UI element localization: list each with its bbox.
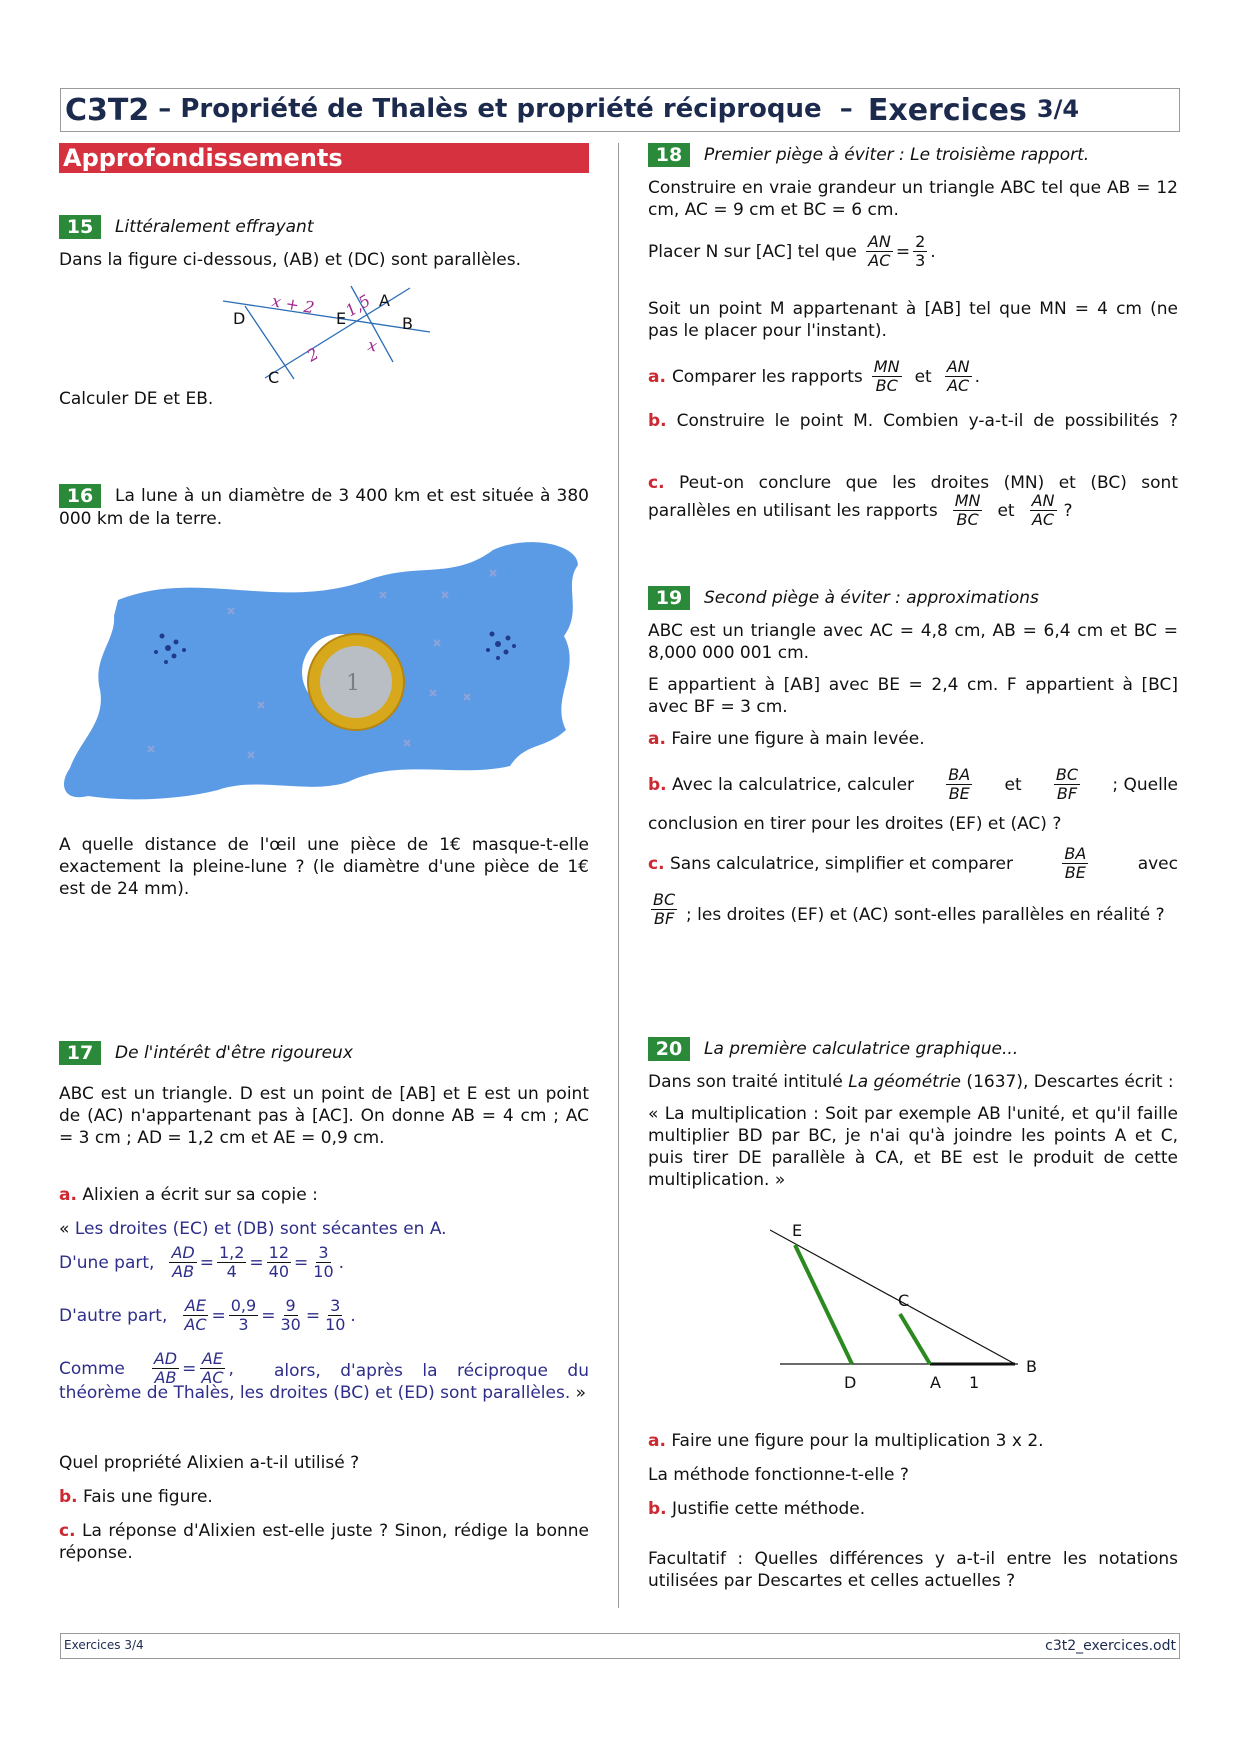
exercise-15: 15 Littéralement effrayant Dans la figure ci-dessous, (AB) et (DC) sont parallèles. (59, 216, 522, 270)
section-banner: Approfondissements (59, 143, 589, 173)
exercise-title: La première calculatrice graphique... (704, 1039, 1019, 1059)
exercise-16-question: A quelle distance de l'œil une pièce de 1€ masque-t-elle exactement la pleine-lune ? (le diamètre d'une pièce de 1€ est de 24 mm). (59, 835, 589, 900)
exercise-18: 18 Premier piège à éviter : Le troisième rapport. Construire en vraie grandeur un triangle ABC tel que AB = 12 cm, AC = 9 cm et BC = 6 cm. (648, 144, 1178, 221)
label-d: D (844, 1373, 857, 1392)
page-header: C3T2 – Propriété de Thalès et propriété réciproque – Exercices 3/4 (60, 88, 1180, 132)
chapter-code: C3T2 (65, 92, 150, 128)
exercise-title: Premier piège à éviter : Le troisième rapport. (704, 145, 1090, 165)
footer-left: Exercices 3/4 (64, 1638, 144, 1653)
label-c: C (898, 1291, 910, 1310)
exercise-16: 16 La lune à un diamètre de 3 400 km et est située à 380 000 km de la terre. (59, 485, 589, 529)
comme-line: Comme $\frac{AD}{AB}$ = $\frac{AE}{AC}$ , (59, 1349, 234, 1388)
label-b: B (1026, 1357, 1037, 1376)
label-c: C (268, 368, 280, 387)
exercise-number: 19 (648, 586, 690, 610)
descartes-figure (770, 1218, 1050, 1418)
measure-2: 2 (303, 343, 322, 366)
exercise-number: 20 (648, 1037, 690, 1061)
thales-figure-15 (215, 280, 435, 390)
label-a: A (379, 291, 390, 310)
label-d: D (233, 309, 246, 328)
column-divider (618, 143, 619, 1608)
exercise-15-question: Calculer DE et EB. (59, 389, 214, 409)
exercise-19: 19 Second piège à éviter : approximations ABC est un triangle avec AC = 4,8 cm, AB = 6,4 cm et BC = 8,000 000 001 cm. E appartient à [AB] avec BE = 2,4 cm. F appartient à [BC] avec BF = 3 cm. a. Faire une figure à main levée. (648, 587, 1178, 750)
page-number: 3/4 (1036, 95, 1080, 124)
measure-x-plus-2: x + 2 (270, 291, 316, 318)
exercise-number: 18 (648, 143, 690, 167)
exercise-17: 17 De l'intérêt d'être rigoureux ABC est un triangle. D est un point de [AB] et E est un point de (AC) n'appartenant pas à [AC]. On donne AB = 4 cm ; AC = 3 cm ; AD = 1,2 cm et AE = 0,9 cm. (59, 1042, 589, 1149)
second-ratio-line: D'autre part, $\frac{AE}{AC}$ = $\frac{0,9}{3}$ = $\frac{9}{30}$ = $\frac{3}{10}$ . (59, 1296, 356, 1335)
exercise-title: Littéralement effrayant (115, 217, 314, 237)
label-e: E (336, 309, 347, 328)
exercise-title: De l'intérêt d'être rigoureux (115, 1043, 353, 1063)
label-e: E (792, 1221, 803, 1240)
label-unit: 1 (969, 1373, 980, 1392)
page-footer (60, 1633, 1180, 1659)
svg-text:1: 1 (346, 671, 360, 696)
footer-filename: c3t2_exercices.odt (1045, 1637, 1176, 1654)
exercise-number: 16 (59, 484, 101, 508)
label-a: A (930, 1373, 941, 1392)
first-ratio-line: D'une part, $\frac{AD}{AB}$ = $\frac{1,2}{4}$ = $\frac{12}{40}$ = $\frac{3}{10}$ . (59, 1243, 345, 1282)
quote-line: « Les droites (EC) et (DB) sont sécantes en A. (59, 1219, 447, 1239)
exercise-title: Second piège à éviter : approximations (704, 588, 1039, 608)
exercise-20: 20 La première calculatrice graphique... Dans son traité intitulé La géométrie (1637), Descartes écrit : « La multiplication : Soit par exemple AB l'unité, et qu'il faille multiplier BD par BC, je n'ai qu'à joindre les points A et C, puis tirer DE parallèle à CA, et BE est le produit de cette multiplication. » (648, 1038, 1178, 1191)
measure-1-5: 1,5 (342, 290, 374, 321)
exercise-number: 17 (59, 1041, 101, 1065)
exercise-number: 15 (59, 215, 101, 239)
label-b: B (402, 314, 413, 333)
moon-coin-illustration (58, 540, 588, 802)
page-title: Propriété de Thalès et propriété réciproque (180, 94, 831, 125)
quote-conclusion: alors, d'après la réciproque du théorème de Thalès, les droites (BC) et (ED) sont parallèles. » (59, 1361, 589, 1403)
measure-x: x (366, 335, 379, 356)
